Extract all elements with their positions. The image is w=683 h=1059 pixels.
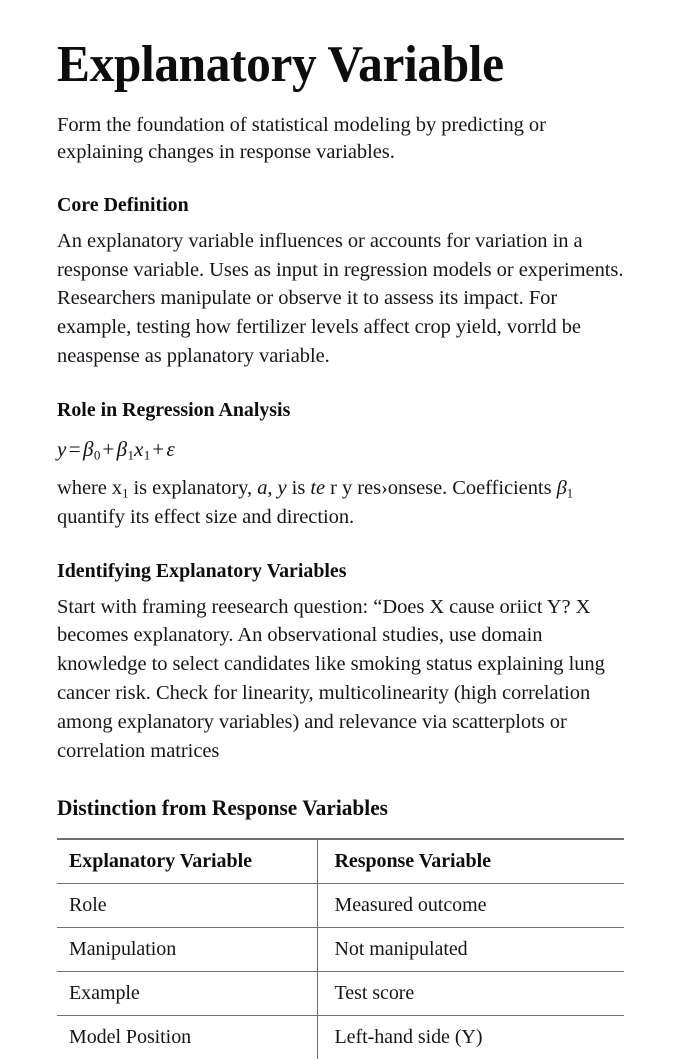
document-content [57, 0, 625, 1059]
where-text-6: quantify its effect size and direction. [57, 506, 355, 529]
formula-x1: $x_1$ [133, 437, 151, 463]
where-text-2: is explanatory, [128, 476, 258, 499]
table-row [57, 927, 624, 971]
comparison-table-wrapper [57, 822, 625, 1059]
formula-plus-2: + [152, 437, 165, 462]
cell-response: Not manipulated [317, 927, 624, 971]
cell-explanatory: Example [57, 971, 317, 1015]
page-title: Explanatory Variable [57, 36, 504, 93]
section-heading-distinction: Distinction from Response Variables [57, 795, 388, 821]
column-header-response: Response Variable [317, 839, 624, 884]
where-italic-a: a [257, 476, 268, 499]
formula-equals: = [68, 437, 81, 462]
cell-response: Measured outcome [317, 883, 624, 927]
where-text-3: , [267, 476, 278, 499]
where-var-beta1: $\beta_1$ [556, 476, 574, 501]
cell-explanatory: Manipulation [57, 927, 317, 971]
section-body-role-in-regression [57, 465, 625, 532]
document-subtitle: Form the foundation of statistical modeling by predicting or explaining changes in response variables. [57, 114, 546, 164]
where-italic-te: te [310, 476, 326, 499]
section-body-identifying: Start with framing reesearch question: “Does X cause oriict Y? X becomes explanatory. An observational studies, use domain knowledge to select candidates like smoking status explaining lung cancer risk. Check for linearity, multicolinearity (high correlation among explanatory variables) and relevance via scatterplots or correlation matrices [57, 595, 605, 762]
where-text-5: r y res›onsese. Coefficients [325, 476, 557, 499]
formula-plus-1: + [102, 437, 115, 462]
formula-lhs: y [57, 437, 67, 462]
cell-explanatory: Model Position [57, 1015, 317, 1059]
table-head [57, 839, 624, 884]
table-row [57, 1015, 624, 1059]
formula-epsilon: ε [166, 437, 176, 462]
where-text-4: is [286, 476, 311, 499]
formula-beta0: $\beta_0$ [82, 437, 101, 463]
section-heading-core-definition: Core Definition [57, 194, 189, 217]
comparison-table [57, 838, 624, 1059]
regression-formula [57, 422, 625, 465]
formula-beta1: $\beta_1$ [116, 437, 134, 463]
where-italic-y: y [277, 476, 287, 499]
cell-response: Left-hand side (Y) [317, 1015, 624, 1059]
table-header-row [57, 839, 624, 884]
section-heading-identifying: Identifying Explanatory Variables [57, 560, 347, 583]
cell-response: Test score [317, 971, 624, 1015]
table-row [57, 971, 624, 1015]
table-row [57, 883, 624, 927]
where-text-1: where [57, 476, 112, 499]
table-body [57, 883, 624, 1059]
where-var-x1: $x_1$ [111, 476, 129, 501]
section-heading-role-in-regression: Role in Regression Analysis [57, 398, 291, 421]
column-header-explanatory: Explanatory Variable [57, 839, 317, 884]
section-body-core-definition: An explanatory variable influences or accounts for variation in a response variable. Uses as input in regression models or experiments. Researchers manipulate or observe it to assess its impact. For example, testing how fertilizer levels affect crop yield, vorrld be neaspense as pplanatory variable. [57, 229, 624, 367]
cell-explanatory: Role [57, 883, 317, 927]
